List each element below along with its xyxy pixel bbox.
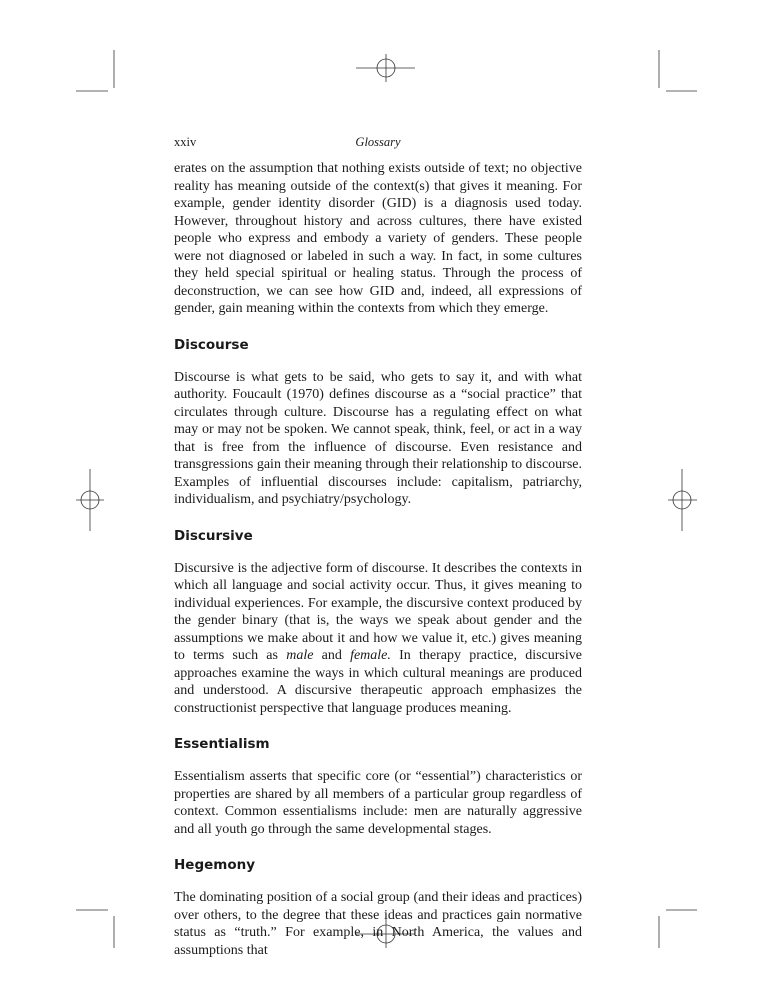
entry-definition: Essentialism asserts that specific core (or “essential”) characteristics or properties are shared by all members of a particular group regardless of context. Common essentialisms include: men are naturally aggressive and all youth go through the same developmental stages. — [174, 769, 582, 837]
glossary-entry-essentialism — [174, 736, 582, 838]
glossary-entry-discourse — [174, 337, 582, 509]
glossary-entry-discursive — [174, 528, 582, 718]
registration-mark-top — [356, 54, 415, 82]
entry-term: Hegemony — [174, 857, 256, 873]
definition-text: In therapy practice, discursive approaches examine the ways in which cultural meanings are produced and understood. A discursive therapeutic approach emphasizes the constructionist perspective that language produces meaning. — [174, 648, 582, 716]
entry-definition: The dominating position of a social group (and their ideas and practices) over others, to the degree that these ideas and practices gain normative status as “truth.” For example, in North America, the values and assumptions that — [174, 890, 582, 958]
entry-term: Essentialism — [174, 736, 270, 752]
page-number: xxiv — [174, 135, 197, 149]
running-header — [174, 135, 582, 153]
entry-definition: Discourse is what gets to be said, who gets to say it, and with what authority. Foucault (1970) defines discourse as a “social practice” that circulates through culture. Discourse has a regulating effect on what may or may not be spoken. We cannot speak, think, feel, or act in a way that is free from the influence of discourse. Even resistance and transgressions gain their meaning through their relationship to discourse. Examples of influential discourses include: capitalism, patriarchy, individualism, and psychiatry/psychology. — [174, 369, 582, 507]
intro-paragraph: erates on the assumption that nothing exists outside of text; no objective reality has meaning outside of the context(s) that gives it meaning. For example, gender identity disorder (GID) is a diagnosis used today. However, throughout history and across cultures, there have existed people who express and embody a variety of genders. These people were not diagnosed or labeled in such a way. In fact, in some cultures they held special spiritual or healing status. Through the process of deconstruction, we can see how GID and, indeed, all expressions of gender, gain meaning within the contexts from which they emerge. — [174, 161, 582, 316]
definition-joiner: and — [321, 648, 342, 663]
italic-term-female: female. — [350, 648, 391, 663]
definition-text: Discursive is the adjective form of discourse. It describes the contexts in which all language and social activity occur. Thus, it gives meaning to individual experiences. For example, the discursive context produced by the gender binary (that is, the ways we speak about gender and the assumptions we make about it and how we value it, etc.) gives meaning to terms such as — [174, 560, 582, 663]
registration-mark-right — [668, 469, 697, 531]
italic-term-male: male — [286, 648, 314, 663]
entry-term: Discourse — [174, 336, 249, 353]
registration-mark-left — [76, 469, 104, 531]
entry-definition — [174, 560, 582, 718]
page-body — [174, 160, 582, 959]
entry-term: Discursive — [174, 527, 253, 544]
glossary-entry-hegemony — [174, 857, 582, 959]
running-title: Glossary — [355, 135, 401, 149]
